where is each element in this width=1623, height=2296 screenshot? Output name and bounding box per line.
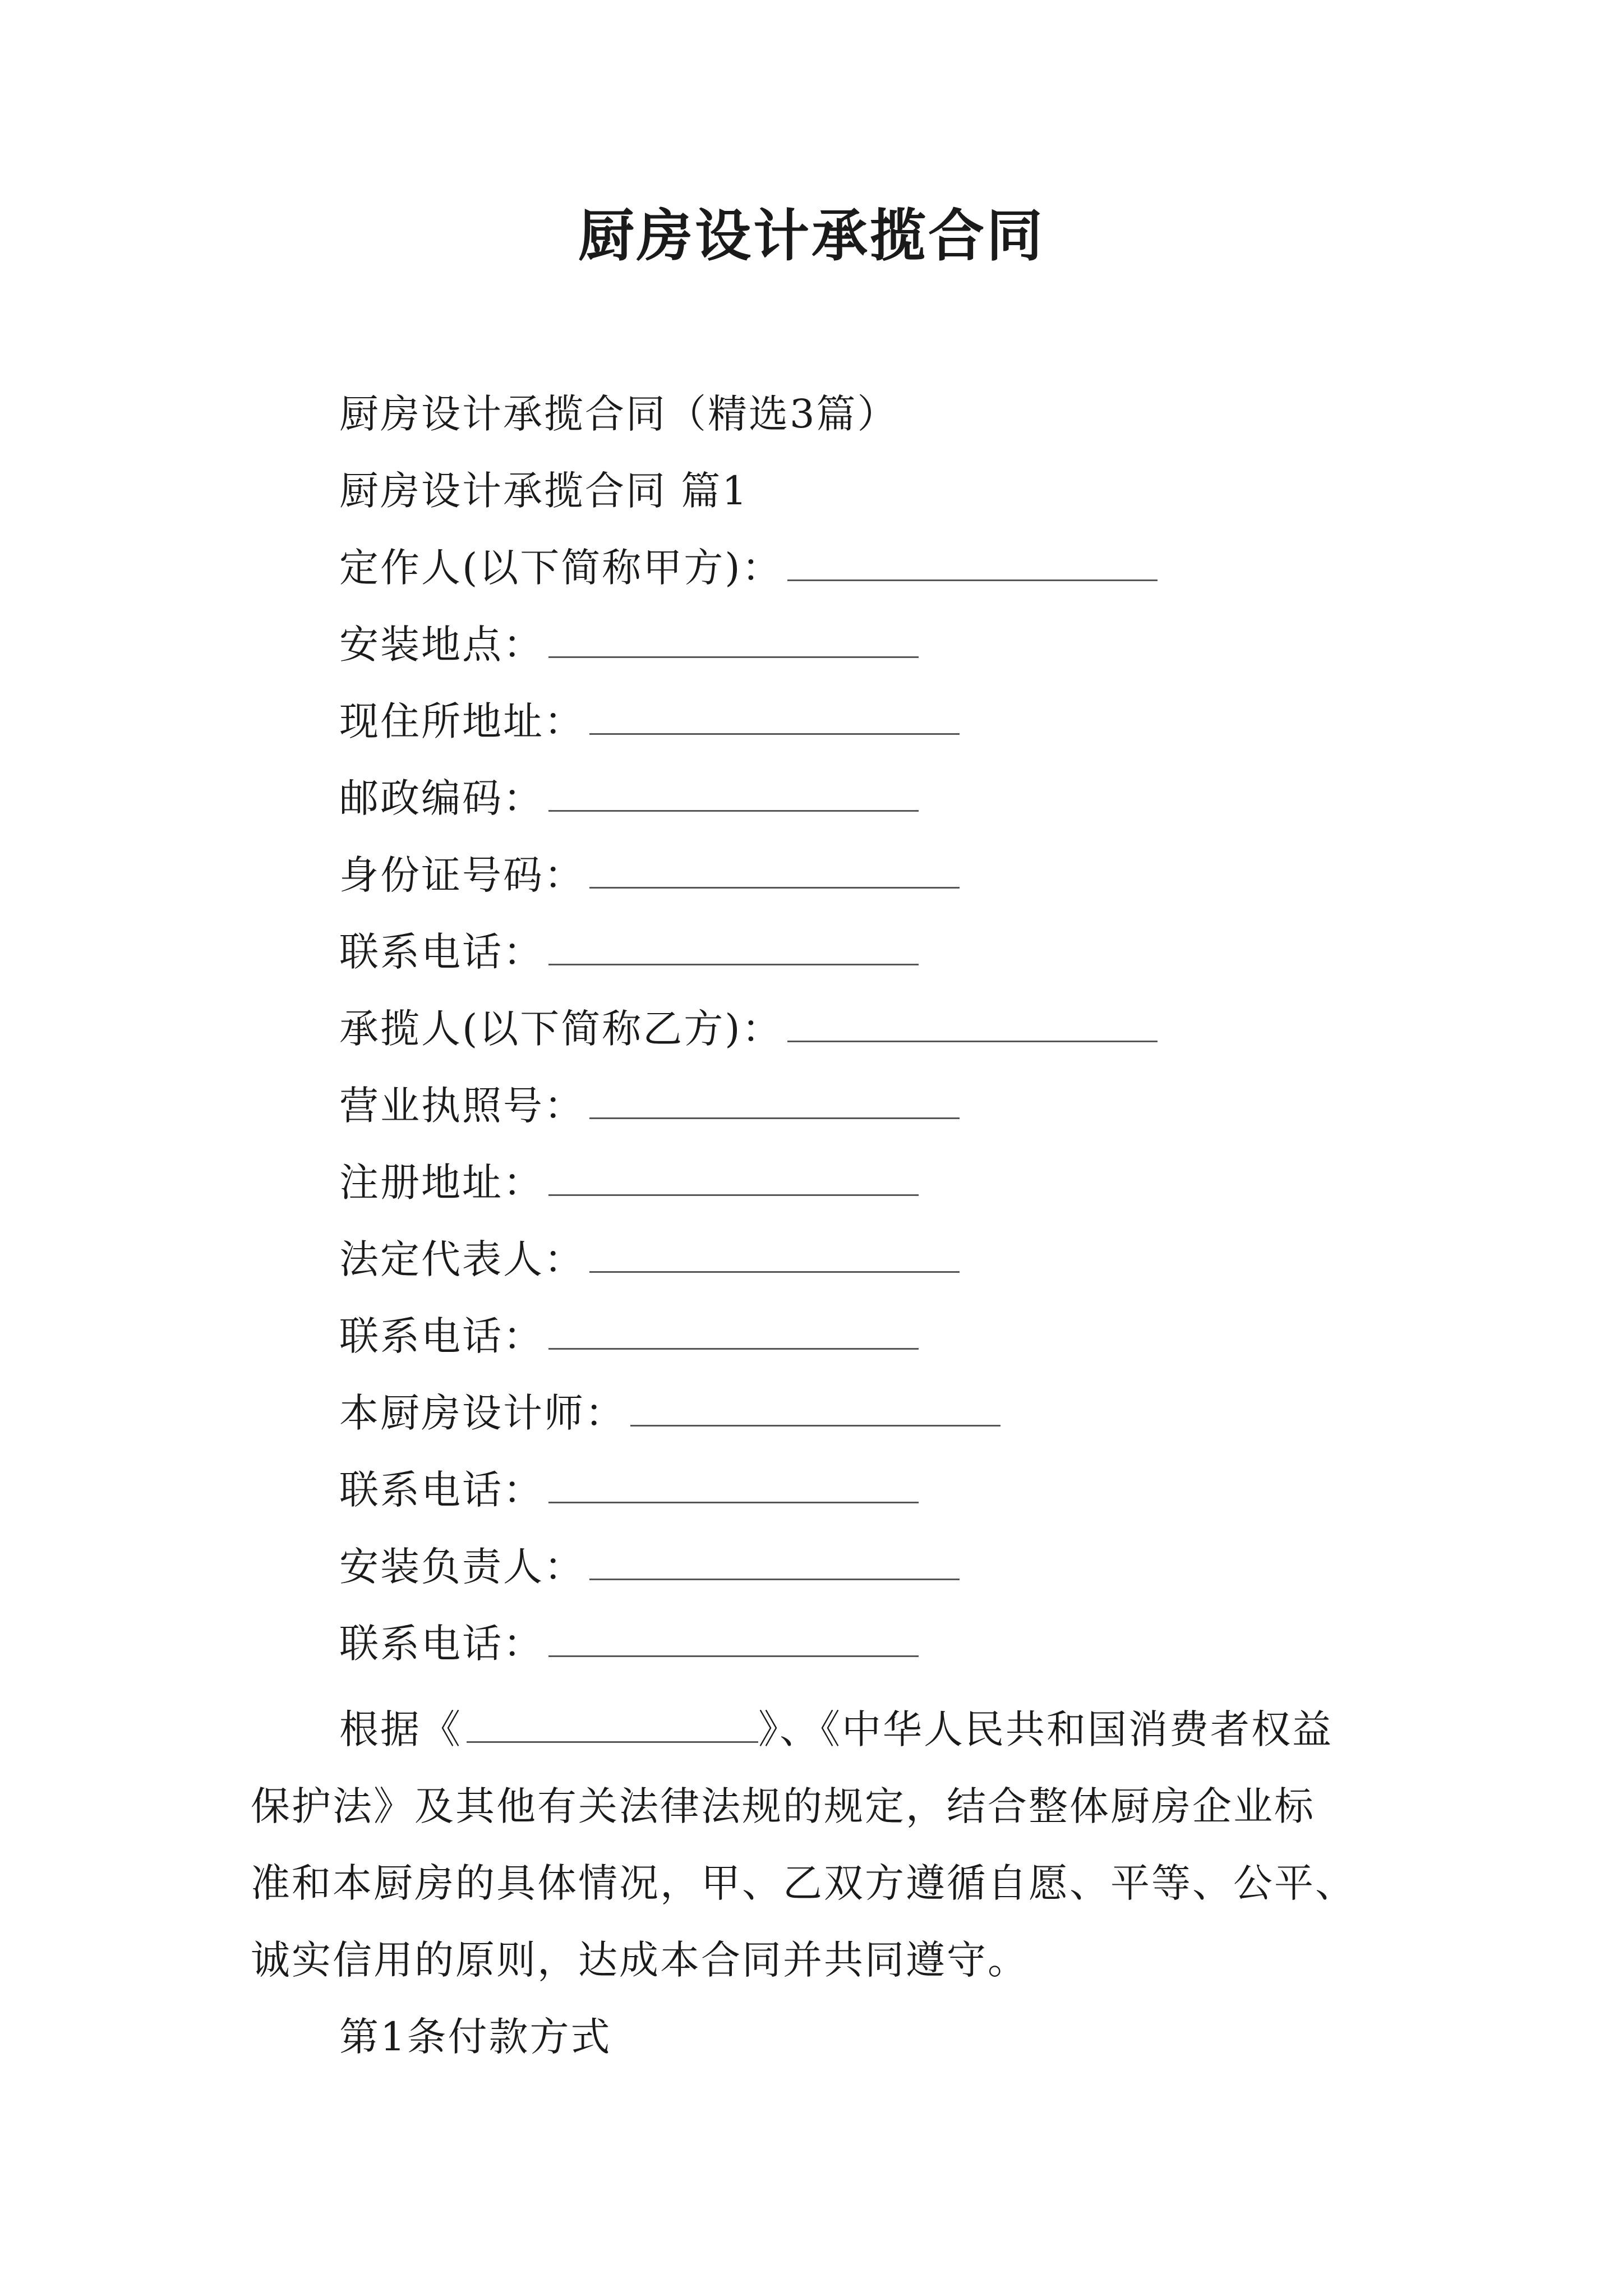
- field-row-registered-address: [339, 1144, 1405, 1221]
- law-name-blank: [467, 1712, 758, 1743]
- field-label: 联系电话：: [339, 1621, 544, 1667]
- field-row-current-address: [339, 683, 1405, 760]
- field-row-phone-b: [339, 1298, 1405, 1375]
- field-label: 联系电话：: [339, 929, 544, 975]
- field-label: 注册地址：: [339, 1159, 544, 1205]
- fill-in-blank: [787, 550, 1158, 581]
- section-heading: 第1条付款方式: [339, 2014, 612, 2060]
- fill-in-blank: [787, 1011, 1158, 1042]
- field-label: 安装负责人：: [339, 1544, 585, 1590]
- field-label: 定作人(以下简称甲方)：: [339, 545, 783, 591]
- field-row-designer: [339, 1375, 1405, 1452]
- field-row-party-a: [339, 530, 1405, 606]
- fill-in-blank: [548, 1473, 919, 1503]
- fill-in-blank: [548, 781, 919, 812]
- paragraph-line-4: 诚实信用的原则，达成本合同并共同遵守。: [251, 1937, 1029, 1983]
- fill-in-blank: [589, 1088, 960, 1119]
- field-row-legal-representative: [339, 1221, 1405, 1298]
- fill-in-blank: [589, 1242, 960, 1273]
- fill-in-blank: [548, 1319, 919, 1350]
- field-label: 联系电话：: [339, 1467, 544, 1513]
- field-label: 邮政编码：: [339, 775, 544, 821]
- field-label: 身份证号码：: [339, 852, 585, 898]
- field-row-postal-code: [339, 760, 1405, 837]
- document-subtitle: 厨房设计承揽合同（精选3篇）: [339, 391, 898, 437]
- fill-in-blank: [630, 1396, 1000, 1427]
- preamble-paragraph: [251, 1691, 1389, 1999]
- paragraph-line-1: [251, 1691, 1389, 1768]
- fill-in-blank: [548, 935, 919, 965]
- law-suffix: 》、《中华人民共和国消费者权益: [758, 1706, 1333, 1752]
- field-label: 安装地点：: [339, 622, 544, 668]
- field-label: 营业执照号：: [339, 1083, 585, 1129]
- document-body: [339, 376, 1405, 1682]
- field-row-id-number: [339, 837, 1405, 914]
- field-label: 本厨房设计师：: [339, 1390, 626, 1436]
- field-row-phone-a: [339, 914, 1405, 991]
- law-prefix: 根据《: [339, 1706, 462, 1752]
- fill-in-blank: [548, 1626, 919, 1657]
- field-label: 现住所地址：: [339, 698, 585, 744]
- document-title: 厨房设计承揽合同: [578, 203, 1045, 269]
- paragraph-line-2: 保护法》及其他有关法律法规的规定，结合整体厨房企业标: [251, 1783, 1315, 1829]
- fill-in-blank: [589, 704, 960, 735]
- field-label: 联系电话：: [339, 1313, 544, 1359]
- field-label: 法定代表人：: [339, 1236, 585, 1282]
- field-row-phone-install: [339, 1605, 1405, 1682]
- field-label: 承揽人(以下简称乙方)：: [339, 1006, 783, 1052]
- paragraph-line-3: 准和本厨房的具体情况，甲、乙双方遵循自愿、平等、公平、: [251, 1860, 1356, 1906]
- fill-in-blank: [548, 1165, 919, 1196]
- fill-in-blank: [589, 858, 960, 889]
- field-row-install-location: [339, 606, 1405, 683]
- field-row-install-manager: [339, 1529, 1405, 1605]
- part-heading: 厨房设计承揽合同 篇1: [339, 468, 749, 514]
- fill-in-blank: [548, 627, 919, 658]
- field-row-party-b: [339, 991, 1405, 1068]
- field-row-phone-designer: [339, 1452, 1405, 1529]
- field-row-business-license: [339, 1068, 1405, 1144]
- fill-in-blank: [589, 1549, 960, 1580]
